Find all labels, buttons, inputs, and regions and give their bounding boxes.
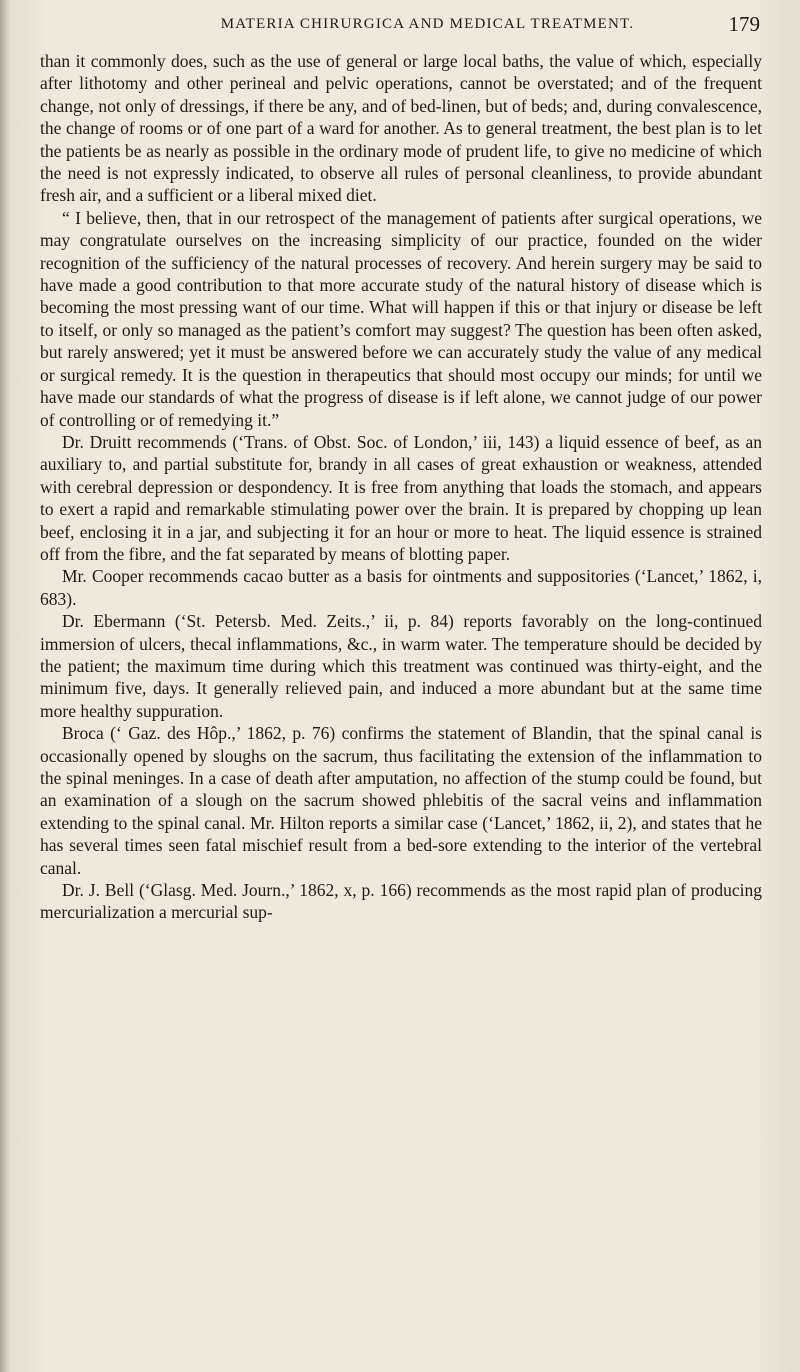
running-title: MATERIA CHIRURGICA AND MEDICAL TREATMENT.: [220, 16, 635, 32]
paragraph-quotation: “ I believe, then, that in our retrospect of the management of patients after surgical operations, we may congratulate ourselves on the increasing simplicity of our practice, founded on the wider recognition of the sufficiency of the natural processes of recovery. And herein surgery may be said to have made a good contribution to that more accurate study of the natural history of disease which is becoming the most pressing want of our time. What will happen if this or that injury or disease be left to itself, or only so managed as the patient’s comfort may suggest? The question has been often asked, but rarely answered; yet it must be answered before we can accurately study the value of any medical or surgical remedy. It is the question in therapeutics that should most occupy our minds; for until we have made our standards of what the progress of disease is if left alone, we cannot judge of our power of controlling or of remedying it.”: [40, 207, 762, 430]
paragraph-ebermann: Dr. Ebermann (‘St. Petersb. Med. Zeits.,’ ii, p. 84) reports favorably on the long-continued immersion of ulcers, thecal inflammations, &c., in warm water. The temperature should be decided by the patient; the maximum time during which this treatment was continued was thirty-eight, and the minimum five, days. It generally relieved pain, and induced a more abundant but at the same time more healthy suppuration.: [40, 611, 762, 721]
binding-shadow: [0, 0, 10, 1372]
paragraph-bell: Dr. J. Bell (‘Glasg. Med. Journ.,’ 1862, x, p. 166) recommends as the most rapid plan of producing mercurialization a mercurial sup-: [40, 880, 762, 923]
page-number: 179: [728, 12, 760, 36]
body-text: [40, 50, 762, 924]
paragraph-broca: Broca (‘ Gaz. des Hôp.,’ 1862, p. 76) confirms the statement of Blandin, that the spinal canal is occasionally opened by sloughs on the sacrum, thus facilitating the extension of the inflammation to the spinal meninges. In a case of death after amputation, no affection of the stump could be found, but an examination of a slough on the sacrum showed phlebitis of the sacral veins and inflammation extending to the spinal canal. Mr. Hilton reports a similar case (‘Lancet,’ 1862, ii, 2), and states that he has several times seen fatal mischief result from a bed-sore extending to the interior of the vertebral canal.: [40, 723, 762, 878]
paragraph-druitt: Dr. Druitt recommends (‘Trans. of Obst. Soc. of London,’ iii, 143) a liquid essence of beef, as an auxiliary to, and partial substitute for, brandy in all cases of great exhaustion or weakness, attended with cerebral depression or despondency. It is free from anything that loads the stomach, and appears to exert a rapid and remarkable stimulating power over the brain. It is prepared by chopping up lean beef, enclosing it in a jar, and subjecting it for an hour or more to heat. The liquid essence is strained off from the fibre, and the fat separated by means of blotting paper.: [40, 431, 762, 564]
page-header: [95, 12, 760, 38]
paragraph-continued: than it commonly does, such as the use of general or large local baths, the value of which, especially after lithotomy and other perineal and pelvic operations, cannot be overstated; and of the frequent change, not only of dressings, if there be any, and of bed-linen, but of beds; and, during convalescence, the change of rooms or of one part of a ward for another. As to general treatment, the best plan is to let the patients be as nearly as possible in the ordinary mode of prudent life, to give no medicine of which the need is not expressly indicated, to observe all rules of personal cleanliness, to provide abundant fresh air, and a sufficient or a liberal mixed diet.: [40, 51, 762, 206]
paragraph-cooper: Mr. Cooper recommends cacao butter as a basis for ointments and suppositories (‘Lancet,’ 1862, i, 683).: [40, 566, 762, 609]
